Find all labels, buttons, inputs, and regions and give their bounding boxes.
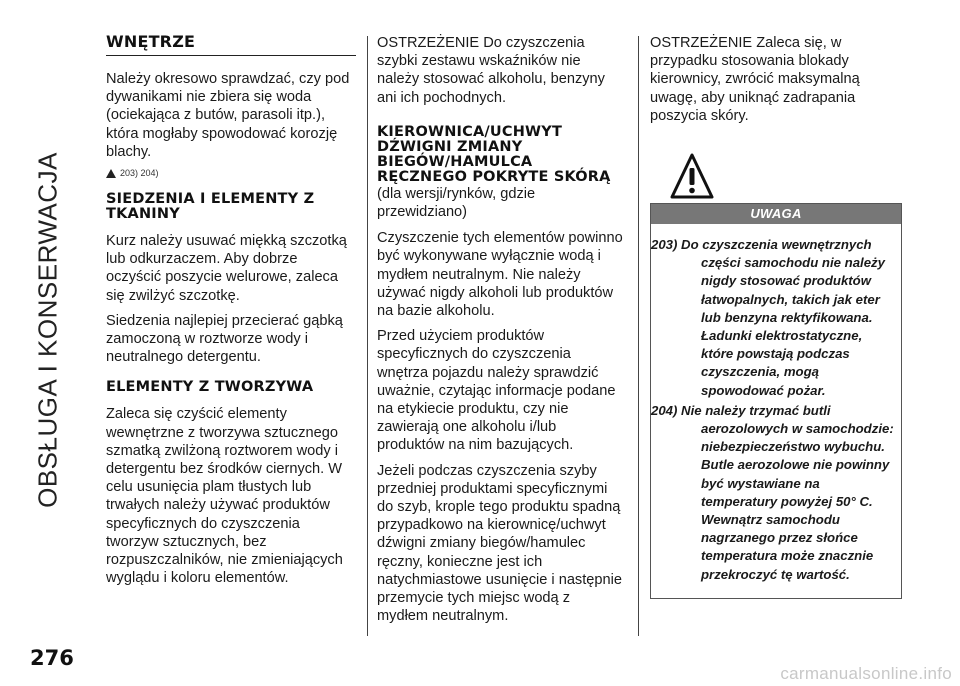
uwaga-header: UWAGA bbox=[651, 204, 901, 224]
column-divider-1 bbox=[367, 36, 368, 636]
column-1 bbox=[106, 34, 356, 594]
column-2 bbox=[377, 34, 625, 632]
paragraph-ostrzezenie-blokada: OSTRZEŻENIE Zaleca się, w przypadku stosowania blokady kierownicy, zwrócić maksymalną uwagę, aby uniknąć zadrapania poszycia skóry. bbox=[650, 35, 860, 124]
heading-tworzywa: ELEMENTY Z TWORZYWA bbox=[106, 379, 314, 396]
heading-kierownica: KIEROWNICA/UCHWYT DŹWIGNI ZMIANY BIEGÓW/HAMULCA RĘCZNEGO POKRYTE SKÓRĄ bbox=[377, 123, 611, 185]
paragraph-przed-uzyciem: Przed użyciem produktów specyficznych do czyszczenia wnętrza pojazdu należy sprawdzić uważnie, czytając informacje podane na etykiecie produktu, czy nie zawierają one alkoholu i/lub produktów na nim bazujących. bbox=[377, 328, 616, 454]
paragraph-wersje: (dla wersji/rynków, gdzie przewidziano) bbox=[377, 185, 536, 221]
column-divider-2 bbox=[638, 36, 639, 636]
uwaga-list bbox=[651, 224, 901, 590]
uwaga-box bbox=[650, 203, 902, 599]
heading-wnetrze: WNĘTRZE bbox=[106, 34, 356, 56]
warning-refs-text: 203) 204) bbox=[120, 168, 159, 179]
page-number: 276 bbox=[30, 646, 74, 670]
paragraph-siedzenia: Siedzenia najlepiej przecierać gąbką zamoczoną w roztworze wody i neutralnego detergentu. bbox=[106, 312, 343, 366]
chapter-title-text: OBSŁUGA I KONSERWACJA bbox=[32, 152, 63, 508]
paragraph-dywaniki: Należy okresowo sprawdzać, czy pod dywanikami nie zbiera się woda (ociekająca z butów, parasoli itp.), która mogłaby spowodować korozję blachy. bbox=[106, 71, 350, 160]
warning-references bbox=[106, 168, 356, 178]
watermark: carmanualsonline.info bbox=[780, 664, 952, 683]
warning-triangle-icon bbox=[670, 153, 714, 199]
heading-siedzenia: SIEDZENIA I ELEMENTY Z TKANINY bbox=[106, 191, 315, 223]
small-warning-icon bbox=[106, 169, 116, 178]
uwaga-item-204: 204) Nie należy trzymać butli aerozolowych w samochodzie: niebezpieczeństwo wybuchu. Butle aerozolowe nie powinny być wystawiane na temperatury powyżej 50° C. Wewnątrz samochodu nagrzanego przez słońce temperatura może znacznie przekroczyć tę wartość. bbox=[651, 402, 894, 582]
paragraph-szyby: Jeżeli podczas czyszczenia szyby przedniej produktami specyficznymi do szyb, krople tego produktu spadną przypadkowo na kierownicę/uchwyt dźwigni zmiany biegów/hamulec ręczny, konieczne jest ich natychmiastowe usunięcie i następnie przemycie tych miejsc wodą z mydłem neutralnym. bbox=[377, 462, 622, 625]
paragraph-ostrzezenie-szybka: OSTRZEŻENIE Do czyszczenia szybki zestawu wskaźników nie należy stosować alkoholu, benzyny ani ich pochodnych. bbox=[377, 35, 605, 106]
paragraph-czyszczenie: Czyszczenie tych elementów powinno być wykonywane wyłącznie wodą i mydłem neutralnym. Nie należy używać nigdy alkoholi lub produktów na bazie alkoholu. bbox=[377, 230, 623, 320]
column-3 bbox=[650, 34, 902, 599]
uwaga-item-203: 203) Do czyszczenia wewnętrznych części samochodu nie należy nigdy stosować produktów łatwopalnych, takich jak eter lub benzyna rektyfikowana. Ładunki elektrostatyczne, które powstają podczas czyszczenia, mogą spowodować pożar. bbox=[651, 237, 885, 398]
paragraph-kurz: Kurz należy usuwać miękką szczotką lub odkurzaczem. Aby dobrze oczyścić poszycie welurowe, zaleca się zwilżyć szczotkę. bbox=[106, 233, 347, 304]
paragraph-tworzywa: Zaleca się czyścić elementy wewnętrzne z tworzywa sztucznego szmatką zwilżoną roztworem wody i detergentu bez środków ciernych. W celu usunięcia plam tłustych lub trwałych należy używać produktów specyficznych do czyszczenia tworzyw sztucznych, bez rozpuszczalników, nie zmieniających wyglądu i koloru elementów. bbox=[106, 406, 343, 587]
